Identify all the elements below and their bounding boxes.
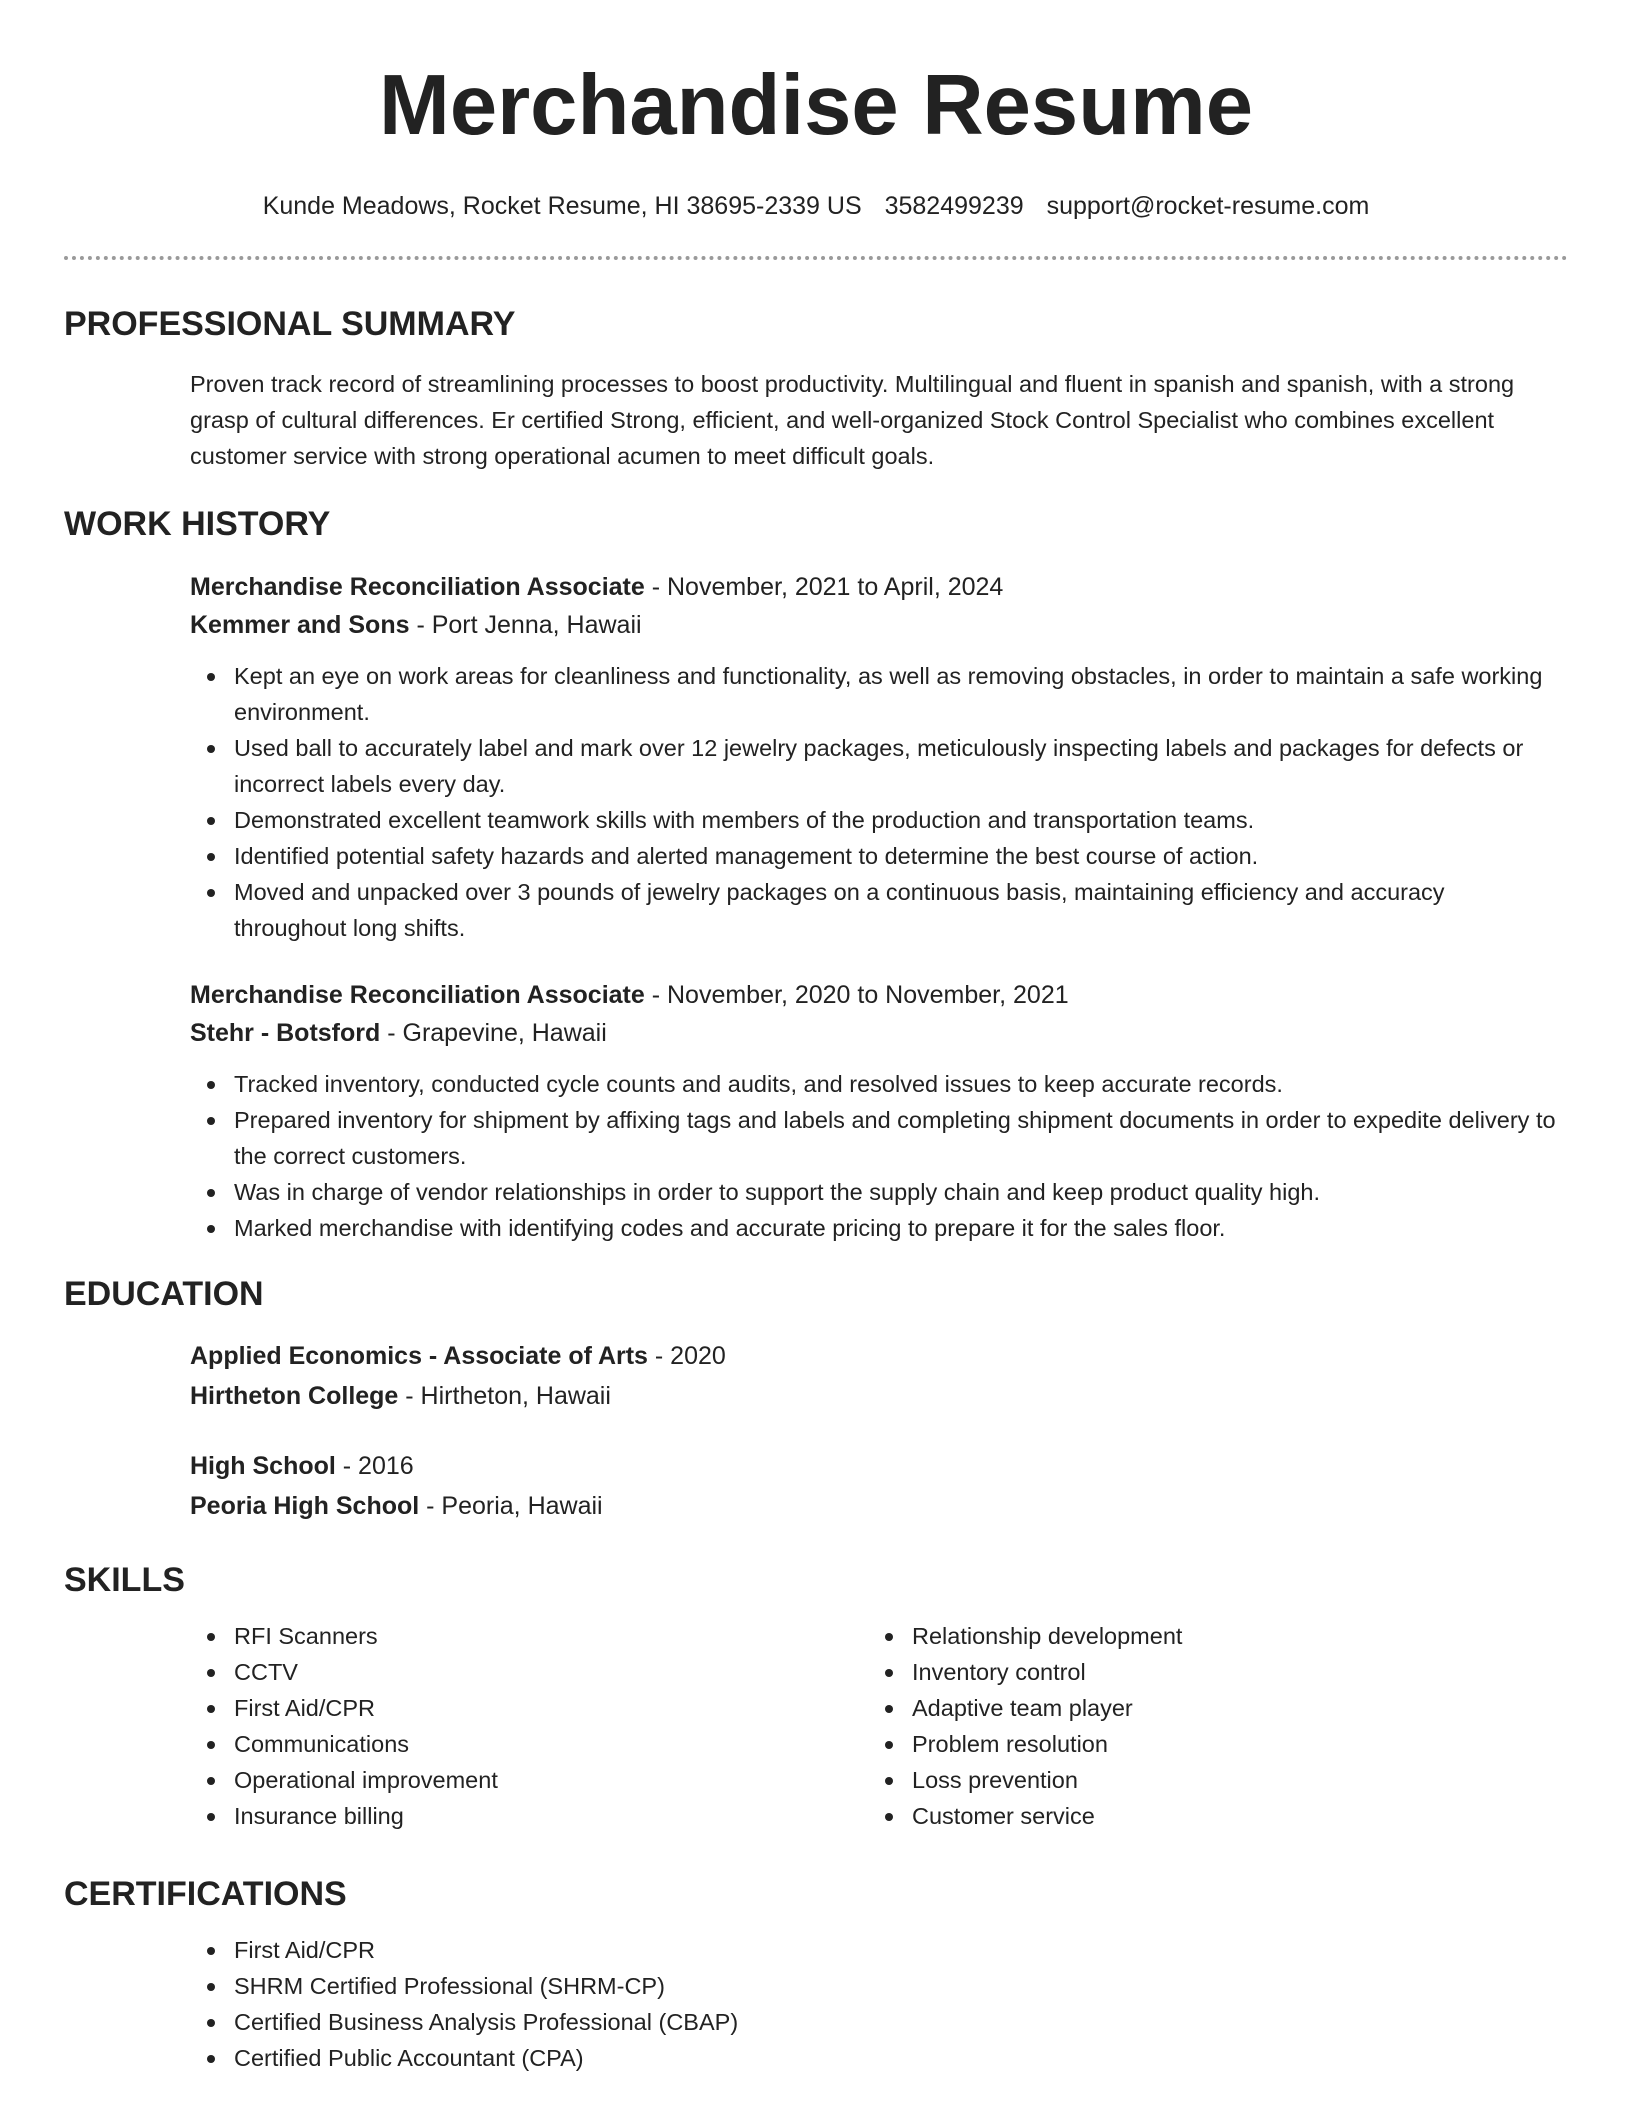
contact-address: Kunde Meadows, Rocket Resume, HI 38695-2339 US (262, 192, 862, 220)
skill-item: First Aid/CPR (190, 1690, 868, 1726)
skill-item: RFI Scanners (190, 1618, 868, 1654)
list-item: Marked merchandise with identifying codes and accurate pricing to prepare it for the sales floor. (190, 1210, 1558, 1246)
job-location: - Port Jenna, Hawaii (409, 611, 642, 639)
job-bullet-list (190, 658, 1568, 946)
job-company: Stehr - Botsford (190, 1019, 381, 1047)
skill-item: Problem resolution (868, 1726, 1546, 1762)
job-entry (190, 568, 1568, 644)
certification-item: Certified Business Analysis Professional (CBAP) (190, 2004, 1568, 2040)
skill-item: Customer service (868, 1798, 1546, 1834)
list-item: Prepared inventory for shipment by affixing tags and labels and completing shipment documents in order to expedite delivery to the correct customers. (190, 1102, 1558, 1174)
resume-title: Merchandise Resume (379, 58, 1253, 153)
education-entry (190, 1336, 1568, 1416)
section-heading-work-history: WORK HISTORY (64, 505, 331, 543)
certifications-list (190, 1932, 1568, 2076)
skill-item: Insurance billing (190, 1798, 868, 1834)
job-location: - Grapevine, Hawaii (380, 1019, 607, 1047)
job-dates: - November, 2020 to November, 2021 (644, 981, 1069, 1009)
job-title-line (190, 568, 1568, 606)
skills-list-left (190, 1618, 868, 1834)
skill-item: Operational improvement (190, 1762, 868, 1798)
job-title-line (190, 976, 1568, 1014)
education-year: - 2016 (335, 1452, 414, 1480)
section-heading-education: EDUCATION (64, 1275, 264, 1313)
list-item: Tracked inventory, conducted cycle counts and audits, and resolved issues to keep accurate records. (190, 1066, 1558, 1102)
education-degree: Applied Economics - Associate of Arts (190, 1342, 648, 1370)
education-location: - Hirtheton, Hawaii (398, 1382, 611, 1410)
contact-email: support@rocket-resume.com (1046, 192, 1370, 220)
list-item: Moved and unpacked over 3 pounds of jewelry packages on a continuous basis, maintaining efficiency and accuracy throughout long shifts. (190, 874, 1558, 946)
skill-item: Inventory control (868, 1654, 1546, 1690)
education-degree-line (190, 1336, 1568, 1376)
list-item: Identified potential safety hazards and alerted management to determine the best course of action. (190, 838, 1558, 874)
certification-item: First Aid/CPR (190, 1932, 1568, 1968)
summary-text: Proven track record of streamlining processes to boost productivity. Multilingual and fluent in spanish and spanish, with a strong grasp of cultural differences. Er certified Strong, efficient, and well-organized Stock Control Specialist who combines excellent customer service with strong operational acumen to meet difficult goals. (190, 371, 1515, 469)
education-school-line (190, 1376, 1568, 1416)
job-bullet-list (190, 1066, 1568, 1246)
job-title: Merchandise Reconciliation Associate (190, 981, 645, 1009)
education-degree: High School (190, 1452, 336, 1480)
job-title: Merchandise Reconciliation Associate (190, 573, 645, 601)
list-item: Was in charge of vendor relationships in order to support the supply chain and keep product quality high. (190, 1174, 1558, 1210)
education-school-line (190, 1486, 1568, 1526)
certification-item: Certified Public Accountant (CPA) (190, 2040, 1568, 2076)
header-divider (64, 256, 1568, 260)
job-company-line (190, 1014, 1568, 1052)
education-school: Peoria High School (190, 1492, 420, 1520)
education-entry (190, 1446, 1568, 1526)
list-item: Used ball to accurately label and mark over 12 jewelry packages, meticulously inspecting labels and packages for defects or incorrect labels every day. (190, 730, 1558, 802)
list-item: Demonstrated excellent teamwork skills with members of the production and transportation teams. (190, 802, 1558, 838)
skill-item: Adaptive team player (868, 1690, 1546, 1726)
section-heading-summary: PROFESSIONAL SUMMARY (64, 305, 516, 343)
skills-list-right (868, 1618, 1546, 1834)
job-dates: - November, 2021 to April, 2024 (644, 573, 1004, 601)
skill-item: Loss prevention (868, 1762, 1546, 1798)
section-heading-skills: SKILLS (64, 1561, 185, 1599)
job-company-line (190, 606, 1568, 644)
education-degree-line (190, 1446, 1568, 1486)
education-school: Hirtheton College (190, 1382, 399, 1410)
skill-item: Communications (190, 1726, 868, 1762)
education-year: - 2020 (647, 1342, 726, 1370)
certification-item: SHRM Certified Professional (SHRM-CP) (190, 1968, 1568, 2004)
education-location: - Peoria, Hawaii (419, 1492, 603, 1520)
job-company: Kemmer and Sons (190, 611, 410, 639)
contact-phone: 3582499239 (884, 192, 1024, 220)
contact-line (64, 190, 1568, 222)
skills-grid (190, 1618, 1568, 1834)
section-heading-certifications: CERTIFICATIONS (64, 1875, 347, 1913)
skill-item: CCTV (190, 1654, 868, 1690)
list-item: Kept an eye on work areas for cleanliness and functionality, as well as removing obstacles, in order to maintain a safe working environment. (190, 658, 1558, 730)
skill-item: Relationship development (868, 1618, 1546, 1654)
job-entry (190, 976, 1568, 1052)
